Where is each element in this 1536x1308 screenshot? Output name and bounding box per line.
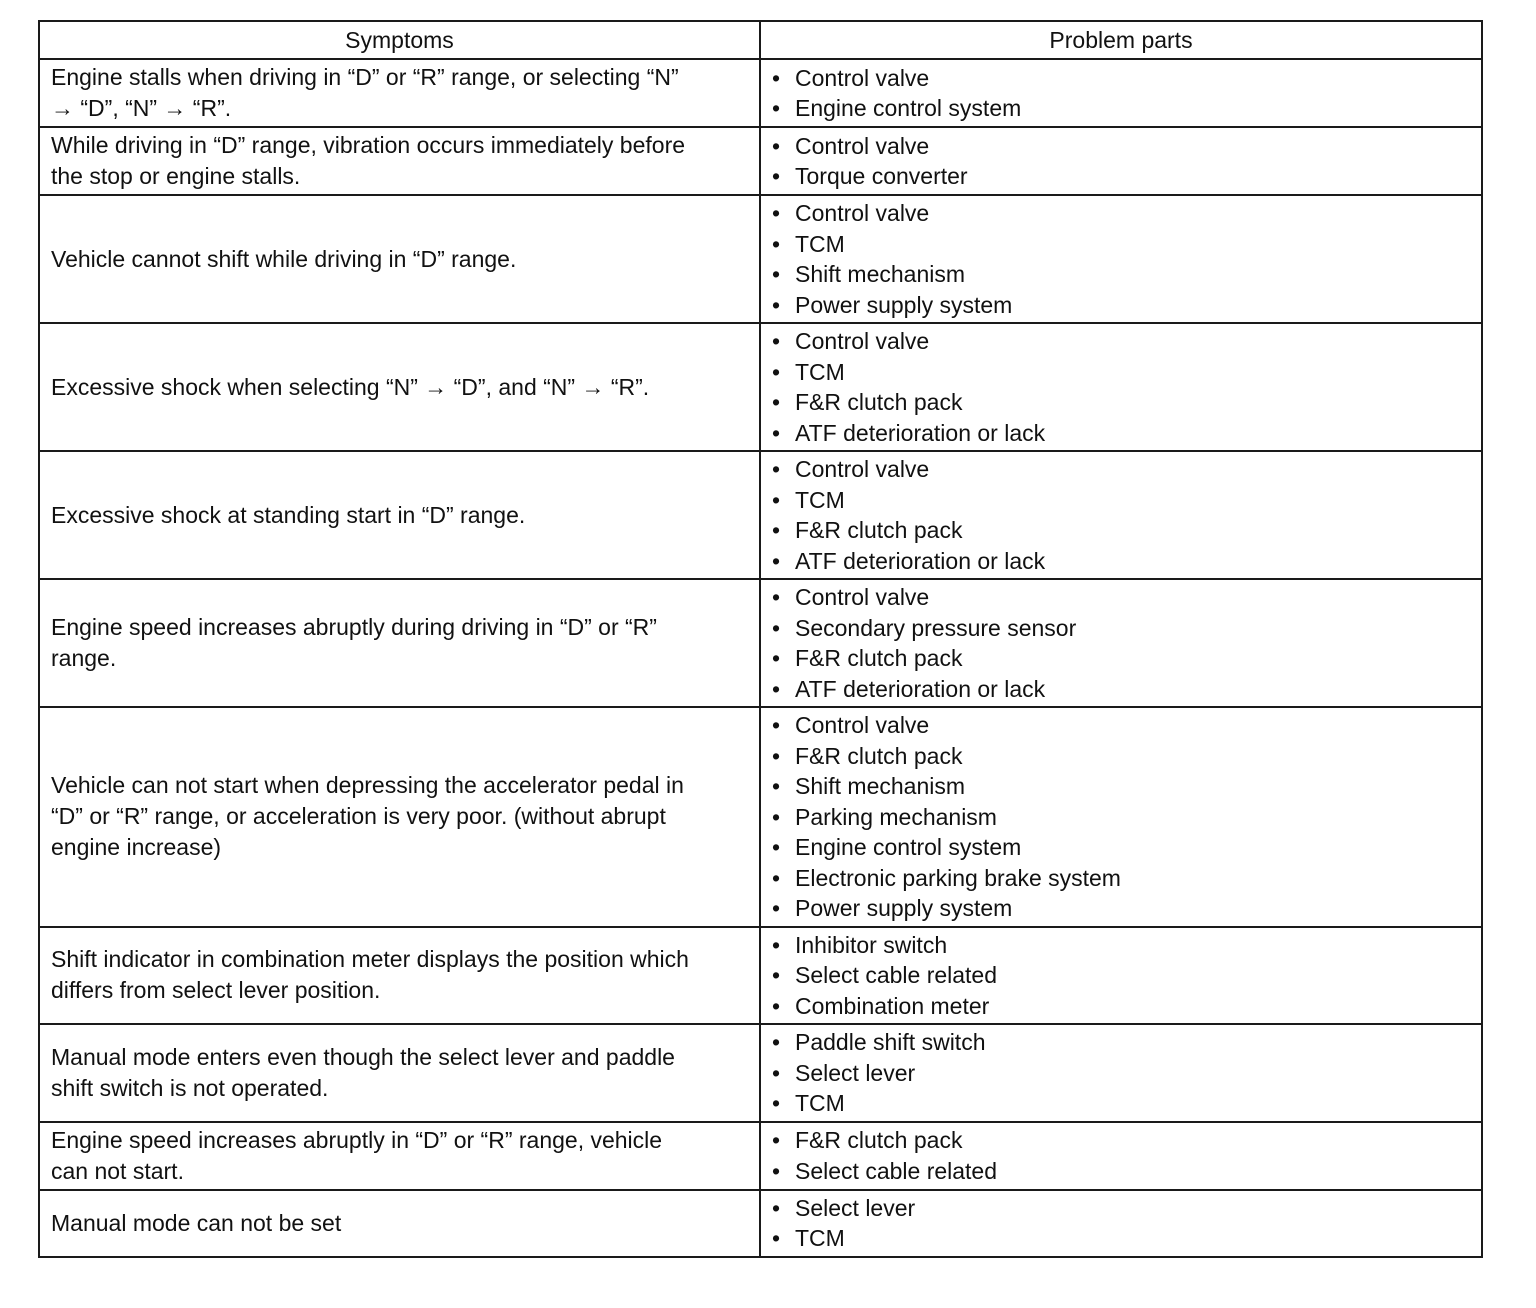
bullet-icon: •: [772, 803, 781, 830]
list-item: [769, 418, 1473, 449]
problem-part-label: Shift mechanism: [795, 261, 966, 287]
problem-part-label: Control valve: [795, 200, 930, 226]
problem-parts-list: [769, 582, 1473, 704]
list-item: [769, 454, 1473, 485]
symptom-cell: While driving in “D” range, vibration occurs immediately before the stop or engine stalls.: [39, 127, 760, 195]
bullet-icon: •: [772, 645, 781, 671]
problem-part-label: TCM: [795, 1225, 845, 1251]
bullet-icon: •: [772, 584, 781, 610]
bullet-icon: •: [772, 163, 781, 189]
list-item: [769, 546, 1473, 577]
symptom-cell: Shift indicator in combination meter displays the position which differs from select lever position.: [39, 927, 760, 1025]
bullet-icon: •: [772, 614, 781, 641]
bullet-icon: •: [772, 773, 781, 799]
problem-part-label: ATF deterioration or lack: [795, 675, 1046, 702]
list-item: [769, 582, 1473, 613]
bullet-icon: •: [772, 1029, 781, 1055]
bullet-icon: •: [772, 64, 781, 91]
problem-part-label: F&R clutch pack: [795, 742, 963, 769]
problem-parts-cell: [760, 195, 1482, 323]
problem-parts-cell: [760, 579, 1482, 707]
table-row: [39, 1190, 1482, 1257]
list-item: [769, 1088, 1473, 1119]
symptoms-header: Symptoms: [39, 21, 760, 59]
problem-part-label: Control valve: [795, 712, 930, 738]
bullet-icon: •: [772, 261, 781, 287]
problem-part-label: Control valve: [795, 64, 930, 91]
list-item: [769, 802, 1473, 833]
list-item: [769, 893, 1473, 924]
problem-parts-list: [769, 454, 1473, 576]
bullet-icon: •: [772, 517, 781, 543]
problem-part-label: ATF deterioration or lack: [795, 419, 1046, 446]
table-row: [39, 195, 1482, 323]
list-item: [769, 960, 1473, 991]
symptom-cell: Manual mode enters even though the select lever and paddle shift switch is not operated.: [39, 1024, 760, 1122]
bullet-icon: •: [772, 1194, 781, 1221]
bullet-icon: •: [772, 992, 781, 1019]
list-item: [769, 1193, 1473, 1224]
problem-part-label: Combination meter: [795, 992, 990, 1019]
table-row: [39, 579, 1482, 707]
problem-parts-list: [769, 1125, 1473, 1186]
problem-part-label: ATF deterioration or lack: [795, 547, 1046, 574]
bullet-icon: •: [772, 1059, 781, 1086]
table-row: [39, 1024, 1482, 1122]
bullet-icon: •: [772, 486, 781, 513]
bullet-icon: •: [772, 931, 781, 958]
problem-part-label: Electronic parking brake system: [795, 864, 1121, 891]
problem-parts-cell: [760, 451, 1482, 579]
list-item: [769, 674, 1473, 705]
problem-parts-cell: [760, 127, 1482, 195]
problem-part-label: Control valve: [795, 584, 930, 610]
bullet-icon: •: [772, 675, 781, 702]
problem-part-label: Paddle shift switch: [795, 1029, 986, 1055]
table-row: [39, 127, 1482, 195]
problem-parts-header: Problem parts: [760, 21, 1482, 59]
table-row: [39, 451, 1482, 579]
list-item: [769, 1223, 1473, 1254]
table-row: [39, 59, 1482, 127]
bullet-icon: •: [772, 864, 781, 891]
bullet-icon: •: [772, 962, 781, 988]
list-item: [769, 1027, 1473, 1058]
list-item: [769, 1156, 1473, 1187]
problem-part-label: Torque converter: [795, 163, 968, 189]
problem-part-label: Power supply system: [795, 291, 1013, 318]
bullet-icon: •: [772, 834, 781, 860]
bullet-icon: •: [772, 200, 781, 226]
problem-part-label: Parking mechanism: [795, 803, 997, 830]
list-item: [769, 259, 1473, 290]
problem-parts-list: [769, 198, 1473, 320]
problem-parts-cell: [760, 707, 1482, 927]
bullet-icon: •: [772, 456, 781, 482]
symptom-cell: Excessive shock at standing start in “D” range.: [39, 451, 760, 579]
bullet-icon: •: [772, 1127, 781, 1153]
table-row: [39, 927, 1482, 1025]
problem-part-label: Control valve: [795, 132, 930, 159]
problem-parts-list: [769, 326, 1473, 448]
table-row: [39, 1122, 1482, 1190]
problem-part-label: Secondary pressure sensor: [795, 614, 1077, 641]
symptom-cell: Vehicle cannot shift while driving in “D” range.: [39, 195, 760, 323]
problem-parts-list: [769, 710, 1473, 924]
problem-parts-cell: [760, 1190, 1482, 1257]
bullet-icon: •: [772, 1225, 781, 1251]
symptoms-problem-parts-table: [38, 20, 1483, 1258]
list-item: [769, 741, 1473, 772]
list-item: [769, 290, 1473, 321]
list-item: [769, 198, 1473, 229]
bullet-icon: •: [772, 1157, 781, 1184]
problem-part-label: Select cable related: [795, 962, 998, 988]
problem-parts-cell: [760, 323, 1482, 451]
problem-parts-list: [769, 131, 1473, 192]
symptom-cell: Excessive shock when selecting “N” → “D”, and “N” → “R”.: [39, 323, 760, 451]
bullet-icon: •: [772, 712, 781, 738]
bullet-icon: •: [772, 547, 781, 574]
problem-part-label: TCM: [795, 230, 845, 257]
list-item: [769, 93, 1473, 124]
problem-parts-list: [769, 63, 1473, 124]
list-item: [769, 161, 1473, 192]
problem-part-label: Inhibitor switch: [795, 931, 948, 958]
symptom-cell: Manual mode can not be set: [39, 1190, 760, 1257]
list-item: [769, 863, 1473, 894]
list-item: [769, 326, 1473, 357]
table-row: [39, 707, 1482, 927]
problem-parts-cell: [760, 59, 1482, 127]
bullet-icon: •: [772, 389, 781, 415]
problem-part-label: Control valve: [795, 456, 930, 482]
problem-parts-list: [769, 1193, 1473, 1254]
list-item: [769, 131, 1473, 162]
problem-parts-cell: [760, 1024, 1482, 1122]
problem-part-label: Engine control system: [795, 834, 1022, 860]
symptom-cell: Engine stalls when driving in “D” or “R” range, or selecting “N” → “D”, “N” → “R”.: [39, 59, 760, 127]
bullet-icon: •: [772, 895, 781, 921]
problem-part-label: Shift mechanism: [795, 773, 966, 799]
problem-part-label: TCM: [795, 358, 845, 385]
symptom-cell: Vehicle can not start when depressing the accelerator pedal in “D” or “R” range, or acceleration is very poor. (without abrupt engine increase): [39, 707, 760, 927]
problem-part-label: Select lever: [795, 1194, 916, 1221]
bullet-icon: •: [772, 1090, 781, 1116]
list-item: [769, 991, 1473, 1022]
list-item: [769, 832, 1473, 863]
list-item: [769, 930, 1473, 961]
list-item: [769, 63, 1473, 94]
list-item: [769, 643, 1473, 674]
list-item: [769, 229, 1473, 260]
header-row: [39, 21, 1482, 59]
bullet-icon: •: [772, 132, 781, 159]
problem-parts-list: [769, 930, 1473, 1022]
problem-part-label: F&R clutch pack: [795, 1127, 963, 1153]
problem-part-label: TCM: [795, 486, 845, 513]
problem-part-label: Engine control system: [795, 95, 1022, 121]
bullet-icon: •: [772, 742, 781, 769]
problem-part-label: Control valve: [795, 328, 930, 354]
bullet-icon: •: [772, 419, 781, 446]
problem-part-label: Power supply system: [795, 895, 1013, 921]
list-item: [769, 357, 1473, 388]
problem-part-label: Select lever: [795, 1059, 916, 1086]
problem-parts-cell: [760, 1122, 1482, 1190]
problem-parts-list: [769, 1027, 1473, 1119]
problem-part-label: TCM: [795, 1090, 845, 1116]
list-item: [769, 771, 1473, 802]
list-item: [769, 1058, 1473, 1089]
bullet-icon: •: [772, 328, 781, 354]
bullet-icon: •: [772, 358, 781, 385]
problem-part-label: F&R clutch pack: [795, 645, 963, 671]
bullet-icon: •: [772, 95, 781, 121]
problem-part-label: Select cable related: [795, 1157, 998, 1184]
list-item: [769, 387, 1473, 418]
symptom-cell: Engine speed increases abruptly in “D” or “R” range, vehicle can not start.: [39, 1122, 760, 1190]
problem-parts-cell: [760, 927, 1482, 1025]
list-item: [769, 613, 1473, 644]
problem-part-label: F&R clutch pack: [795, 389, 963, 415]
bullet-icon: •: [772, 230, 781, 257]
list-item: [769, 515, 1473, 546]
problem-part-label: F&R clutch pack: [795, 517, 963, 543]
table-row: [39, 323, 1482, 451]
symptom-cell: Engine speed increases abruptly during driving in “D” or “R” range.: [39, 579, 760, 707]
bullet-icon: •: [772, 291, 781, 318]
list-item: [769, 710, 1473, 741]
list-item: [769, 485, 1473, 516]
list-item: [769, 1125, 1473, 1156]
